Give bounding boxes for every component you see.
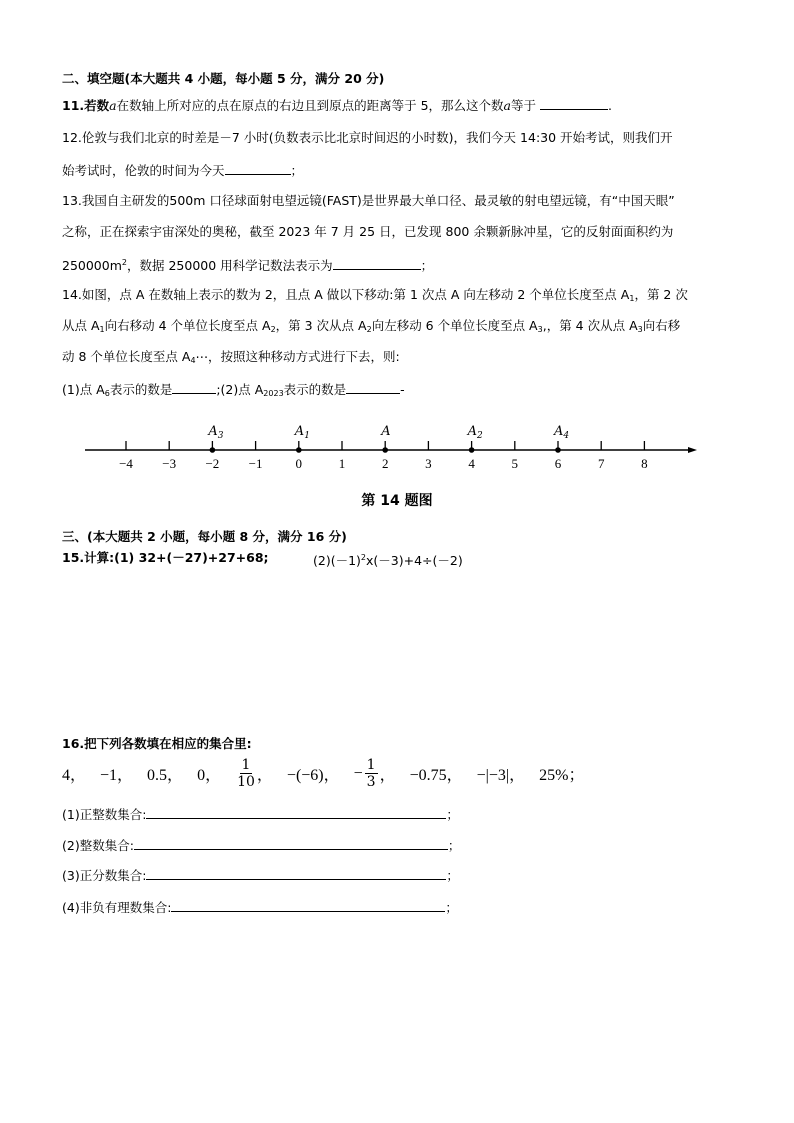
axis-tick-label: −1: [248, 456, 263, 471]
q16-number: −(−6)，: [286, 767, 340, 784]
q11-var: a: [109, 98, 117, 113]
point-label: $A_2$: [467, 424, 483, 441]
axis-tick-label: 3: [425, 456, 432, 471]
q16-set-positive-fractions: [62, 866, 459, 885]
q14-text: ，第 2 次: [634, 287, 688, 302]
q14-text: -: [400, 382, 405, 397]
set-end: ；: [445, 900, 458, 915]
q12-end: ；: [290, 163, 304, 178]
q16-number: −0.75，: [409, 767, 463, 784]
q14-text: 从点 A: [62, 318, 100, 333]
axis-tick-label: 5: [511, 456, 519, 471]
number-line-figure: [80, 410, 720, 480]
q12-prefix: 始考试时，伦敦的时间为今天: [62, 163, 225, 178]
q14-sub: 6: [104, 389, 110, 398]
q14-text: ,，第 4 次从点 A: [542, 318, 638, 333]
q16-number: 25%；: [539, 767, 585, 784]
q16-number: 0，: [197, 767, 222, 784]
point-marker: [382, 447, 388, 453]
question-15: [62, 549, 269, 567]
set-answer-blank[interactable]: [171, 898, 445, 912]
section-2-heading: 二、填空题(本大题共 4 小题，每小题 5 分，满分 20 分): [62, 71, 385, 86]
question-14-line-1: [62, 286, 688, 308]
axis-tick-label: −2: [205, 456, 220, 471]
question-11: [62, 96, 612, 115]
q14-part1-blank[interactable]: [172, 380, 216, 394]
q16-fraction-neg-1-3: [354, 757, 396, 790]
q16-number: 4，: [62, 767, 87, 784]
q15-part2-a: (2)(－1): [313, 553, 361, 568]
q14-text: ⋯，按照这种移动方式进行下去，则:: [195, 349, 400, 364]
set-label: (4)非负有理数集合:: [62, 900, 172, 915]
axis-tick-label: 1: [338, 456, 346, 471]
q16-prompt: 16.把下列各数填在相应的集合里:: [62, 736, 252, 751]
q14-text: 向右移: [642, 318, 681, 333]
fraction-numerator: 1: [366, 757, 376, 773]
q16-number: 0.5，: [147, 767, 184, 784]
point-marker: [210, 447, 216, 453]
q14-part2-blank[interactable]: [346, 380, 400, 394]
question-14-line-3: [62, 348, 400, 370]
question-12-line-1: 12.伦敦与我们北京的时差是－7 小时(负数表示比北京时间迟的小时数)，我们今天 14:30 开始考试，则我们开: [62, 130, 673, 145]
q14-text: 动 8 个单位长度至点 A: [62, 349, 191, 364]
point-marker: [555, 447, 561, 453]
question-12-line-2: [62, 161, 303, 180]
question-15-part2: [313, 549, 463, 570]
question-16-prompt: [62, 735, 252, 753]
point-marker: [469, 447, 475, 453]
q15-part1: 15.计算:(1) 32+(－27)+27+68;: [62, 550, 269, 565]
q11-mid: 在数轴上所对应的点在原点的右边且到原点的距离等于 5，那么这个数: [116, 98, 504, 113]
q14-sub: 3: [637, 325, 643, 334]
q13-mid: ，数据 250000 用科学记数法表示为: [127, 258, 333, 273]
q14-sub: 3: [537, 325, 543, 334]
q14-text: 向右移动 4 个单位长度至点 A: [104, 318, 271, 333]
q13-end: ；: [420, 258, 434, 273]
question-14-line-4: [62, 380, 405, 403]
q13-number: 250000m: [62, 258, 122, 273]
q11-var2: a: [503, 98, 511, 113]
q14-text: 表示的数是: [109, 382, 173, 397]
axis-arrow-icon: [688, 447, 697, 453]
q14-sub: 1: [99, 325, 105, 334]
set-label: (3)正分数集合:: [62, 868, 147, 883]
q11-end: .: [608, 98, 612, 113]
question-13-line-2: 之称，正在探索宇宙深处的奥秘，截至 2023 年 7 月 25 日，已发现 800 余颗新脉冲星，它的反射面面积约为: [62, 224, 674, 239]
q13-sup: 2: [121, 258, 127, 267]
separator: ，: [256, 767, 273, 784]
q14-sub: 2: [270, 325, 276, 334]
q12-answer-blank[interactable]: [225, 161, 291, 175]
q14-sub: 2023: [263, 389, 284, 398]
set-label: (1)正整数集合:: [62, 807, 147, 822]
q11-suffix: 等于: [511, 98, 537, 113]
question-13-line-1: 13.我国自主研发的500m 口径球面射电望远镜(FAST)是世界最大单口径、最灵敏的射电望远镜，有“中国天眼”: [62, 193, 675, 208]
q14-text: 14.如图，点 A 在数轴上表示的数为 2，且点 A 做以下移动:第 1 次点 A 向左移动 2 个单位长度至点 A: [62, 287, 630, 302]
axis-tick-label: 8: [641, 456, 648, 471]
figure-caption: 第 14 题图: [361, 493, 433, 509]
fraction-denominator: 10: [237, 774, 255, 790]
axis-tick-label: 7: [597, 456, 605, 471]
separator: ，: [379, 767, 396, 784]
axis-tick-label: −4: [119, 456, 133, 471]
q16-set-integers: [62, 836, 460, 855]
question-14-line-2: [62, 317, 680, 339]
point-label: $A_4$: [554, 424, 570, 441]
q14-sub: 1: [629, 294, 635, 303]
q14-text: ，第 3 次从点 A: [275, 318, 367, 333]
set-answer-blank[interactable]: [134, 836, 448, 850]
set-label: (2)整数集合:: [62, 838, 134, 853]
section-3-heading: 三、(本大题共 2 小题，每小题 8 分，满分 16 分): [62, 529, 347, 544]
point-label: $A_3$: [208, 424, 224, 441]
q14-text: 向左移动 6 个单位长度至点 A: [371, 318, 538, 333]
q14-text: ;(2)点 A: [216, 382, 264, 397]
q11-answer-blank[interactable]: [540, 96, 608, 110]
axis-tick-label: 0: [295, 456, 303, 471]
q16-number: −1，: [100, 767, 134, 784]
point-marker: [296, 447, 302, 453]
q14-text: (1)点 A: [62, 382, 105, 397]
set-answer-blank[interactable]: [146, 866, 446, 880]
set-end: ；: [447, 838, 461, 853]
q16-set-positive-integers: [62, 805, 459, 824]
fraction-denominator: 3: [366, 774, 376, 790]
q16-set-nonnegative-rationals: [62, 898, 458, 917]
q14-sub: 4: [190, 356, 196, 365]
q16-number-list: [62, 757, 598, 790]
point-label: A: [381, 424, 391, 439]
q16-fraction-1-10: [235, 757, 273, 790]
q14-text: 表示的数是: [283, 382, 347, 397]
axis-tick-label: 4: [468, 456, 475, 471]
minus-sign: −: [353, 764, 363, 782]
q14-sub: 2: [366, 325, 372, 334]
question-13-line-3: [62, 254, 433, 275]
set-answer-blank[interactable]: [146, 805, 446, 819]
point-label: $A_1$: [294, 424, 310, 441]
q16-number: −|−3|，: [476, 767, 526, 784]
set-end: ；: [446, 807, 459, 822]
axis-tick-label: −3: [162, 456, 177, 471]
q13-answer-blank[interactable]: [333, 256, 421, 270]
axis-tick-label: 6: [554, 456, 562, 471]
fraction-numerator: 1: [241, 757, 251, 773]
q11-prefix: 11.若数: [62, 98, 110, 113]
axis-tick-label: 2: [381, 456, 389, 471]
q15-part2-b: x(－3)+4÷(－2): [366, 553, 463, 568]
q15-sup: 2: [360, 553, 367, 562]
set-end: ；: [446, 868, 459, 883]
